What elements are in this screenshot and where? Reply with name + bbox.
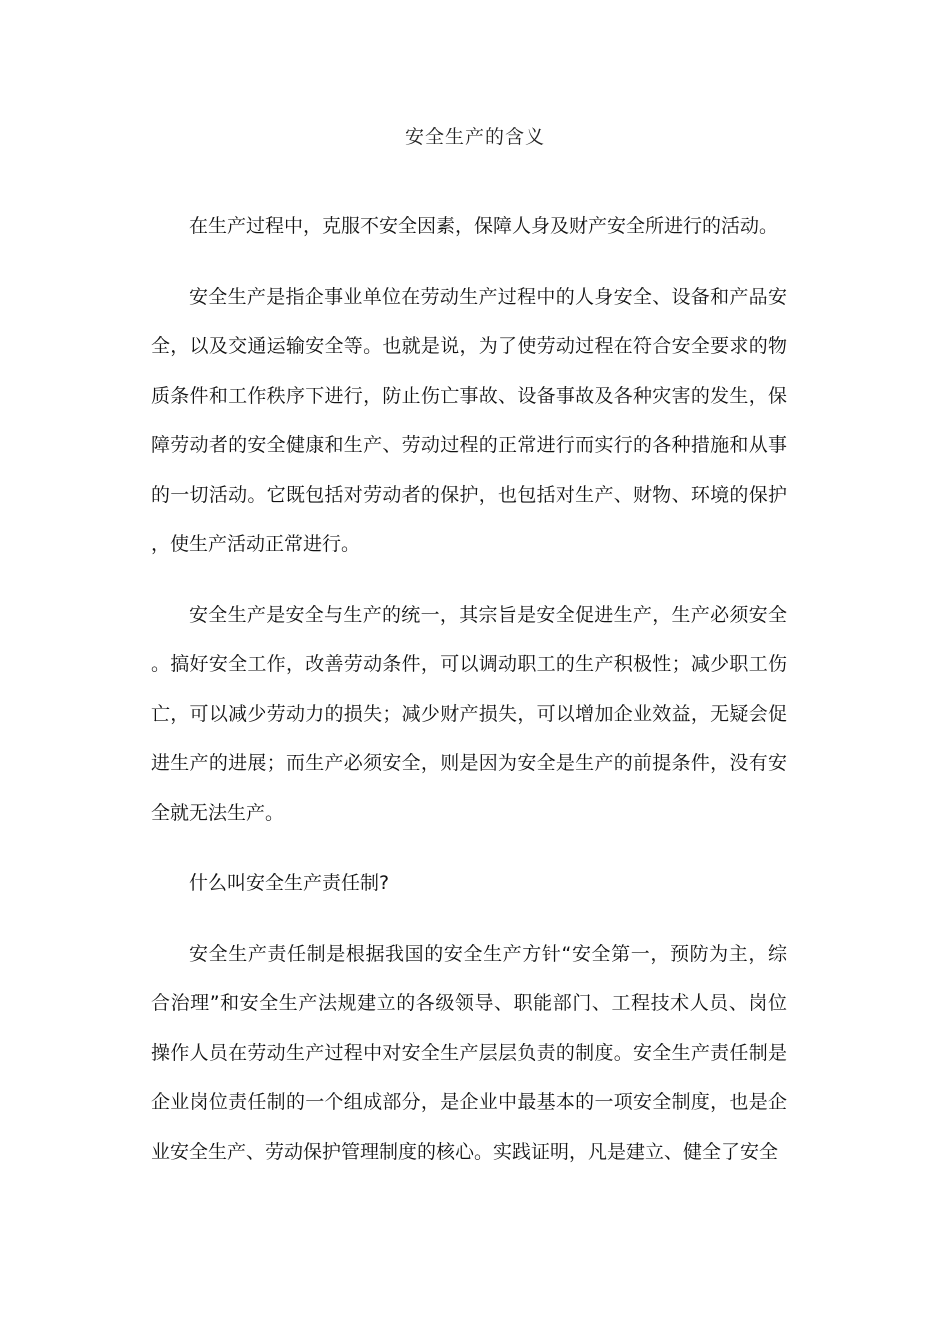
paragraph-unity: 安全生产是安全与生产的统一，其宗旨是安全促进生产，生产必须安全。搞好安全工作，改善劳动条件，可以调动职工的生产积极性；减少职工伤亡，可以减少劳动力的损失；减少财产损失，可以增加企业效益，无疑会促进生产的进展；而生产必须安全，则是因为安全是生产的前提条件，没有安全就无法生产。 (151, 603, 787, 824)
paragraph-responsibility: 安全生产责任制是根据我国的安全生产方针“安全第一，预防为主，综合治理”和安全生产法规建立的各级领导、职能部门、工程技术人员、岗位操作人员在劳动生产过程中对安全生产层层负责的制度。安全生产责任制是企业岗位责任制的一个组成部分，是企业中最基本的一项安全制度，也是企业安全生产、劳动保护管理制度的核心。实践证明，凡是建立、健全了安全 (151, 942, 787, 1163)
document-title: 安全生产的含义 (404, 126, 545, 148)
paragraph-scope: 安全生产是指企事业单位在劳动生产过程中的人身安全、设备和产品安全，以及交通运输安全等。也就是说，为了使劳动过程在符合安全要求的物质条件和工作秩序下进行，防止伤亡事故、设备事故及各种灾害的发生，保障劳动者的安全健康和生产、劳动过程的正常进行而实行的各种措施和从事的一切活动。它既包括对劳动者的保护，也包括对生产、财物、环境的保护，使生产活动正常进行。 (151, 285, 787, 555)
paragraph-definition: 在生产过程中，克服不安全因素，保障人身及财产安全所进行的活动。 (189, 215, 779, 237)
document-body (151, 202, 787, 1198)
paragraph-question: 什么叫安全生产责任制? (189, 872, 390, 894)
